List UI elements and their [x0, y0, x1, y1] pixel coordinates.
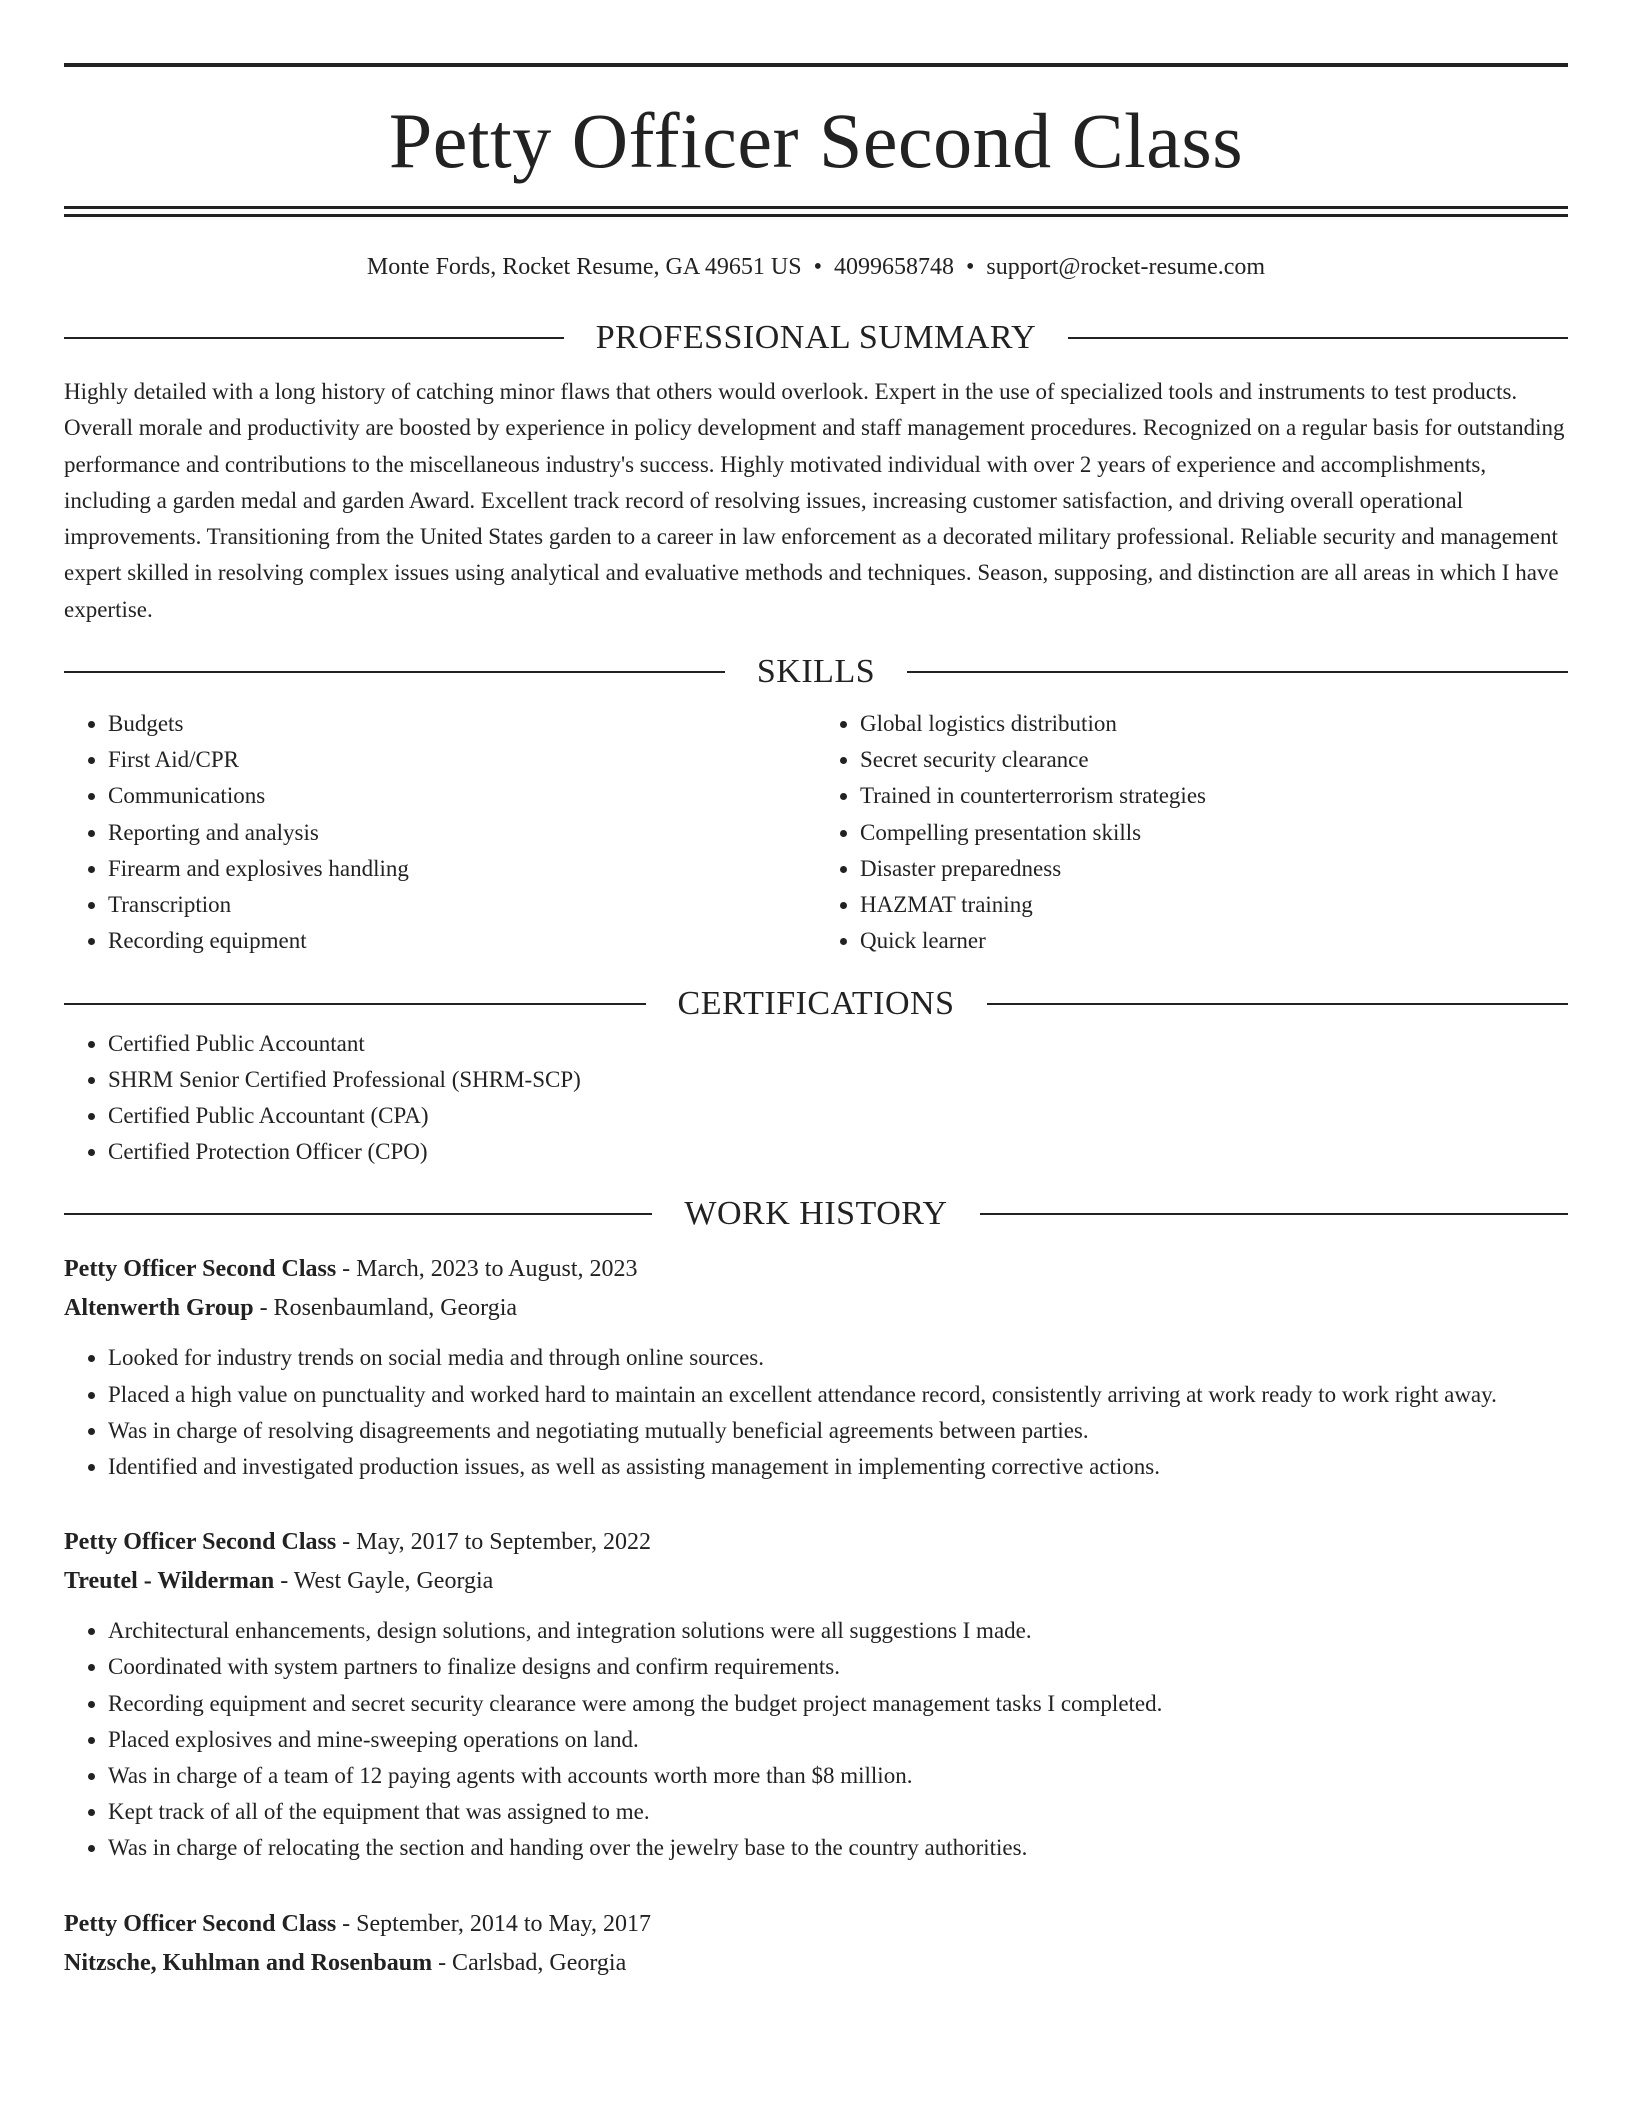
job-duties: [64, 1613, 1568, 1866]
job-role-line: [64, 1523, 1568, 1562]
job-company: Nitzsche, Kuhlman and Rosenbaum: [64, 1949, 433, 1976]
skills-list-left: [64, 706, 816, 959]
heading-rule-left: [64, 1003, 646, 1005]
job-location: - Carlsbad, Georgia: [432, 1949, 627, 1976]
contact-email[interactable]: support@rocket-resume.com: [986, 254, 1266, 280]
work-heading: [64, 1192, 1568, 1236]
certification-item: • SHRM Senior Certified Professional (SHRM-SCP): [108, 1062, 1568, 1098]
contact-address: Monte Fords, Rocket Resume, GA 49651 US: [366, 254, 802, 280]
job-location: - West Gayle, Georgia: [274, 1568, 494, 1595]
job-company-line: [64, 1944, 1568, 1983]
job-entry: [64, 1523, 1568, 1866]
resume-page: [64, 0, 1568, 1983]
certifications-title: CERTIFICATIONS: [677, 984, 955, 1022]
skill-item: • Firearm and explosives handling: [108, 851, 816, 887]
heading-rule-left: [64, 1213, 652, 1215]
job-company-line: [64, 1562, 1568, 1601]
contact-separator: •: [813, 254, 822, 280]
skills-list-right: [816, 706, 1568, 959]
job-dates: - May, 2017 to September, 2022: [336, 1529, 651, 1556]
skill-item: • Recording equipment: [108, 923, 816, 959]
skills-heading: [64, 650, 1568, 694]
job-company: Altenwerth Group: [64, 1295, 254, 1322]
heading-rule-right: [980, 1213, 1568, 1215]
heading-rule-right: [1068, 337, 1568, 339]
skill-item: • HAZMAT training: [860, 887, 1568, 923]
skill-item: • Trained in counterterrorism strategies: [860, 778, 1568, 814]
skill-item: • Transcription: [108, 887, 816, 923]
contact-line: [64, 252, 1568, 282]
skill-item: • Global logistics distribution: [860, 706, 1568, 742]
double-rule: [64, 206, 1568, 217]
duty-item: • Placed explosives and mine-sweeping operations on land.: [108, 1722, 1568, 1758]
duty-item: • Coordinated with system partners to finalize designs and confirm requirements.: [108, 1649, 1568, 1685]
top-rule: [64, 63, 1568, 67]
duty-item: • Recording equipment and secret security clearance were among the budget project management tasks I completed.: [108, 1686, 1568, 1722]
skill-item: • Quick learner: [860, 923, 1568, 959]
job-role: Petty Officer Second Class: [64, 1529, 337, 1556]
certification-item: • Certified Public Accountant: [108, 1026, 1568, 1062]
duty-item: • Identified and investigated production issues, as well as assisting management in implementing corrective actions.: [108, 1449, 1568, 1485]
contact-phone: 4099658748: [833, 254, 954, 280]
contact-separator: •: [965, 254, 975, 280]
skill-item: • Budgets: [108, 706, 816, 742]
heading-rule-right: [987, 1003, 1569, 1005]
job-role-line: [64, 1250, 1568, 1289]
job-entry: [64, 1250, 1568, 1485]
skill-item: • Disaster preparedness: [860, 851, 1568, 887]
job-company-line: [64, 1289, 1568, 1328]
duty-item: • Was in charge of a team of 12 paying agents with accounts worth more than $8 million.: [108, 1758, 1568, 1794]
job-entry: [64, 1905, 1568, 1983]
job-dates: - March, 2023 to August, 2023: [336, 1256, 638, 1283]
duty-item: • Kept track of all of the equipment that was assigned to me.: [108, 1794, 1568, 1830]
job-role: Petty Officer Second Class: [64, 1910, 337, 1937]
summary-heading: [64, 316, 1568, 360]
certifications-list: [64, 1026, 1568, 1171]
skills-title: SKILLS: [756, 653, 876, 691]
duty-item: • Was in charge of resolving disagreements and negotiating mutually beneficial agreements between parties.: [108, 1413, 1568, 1449]
job-location: - Rosenbaumland, Georgia: [253, 1295, 518, 1322]
certification-item: • Certified Protection Officer (CPO): [108, 1134, 1568, 1170]
certifications-heading: [64, 982, 1568, 1026]
duty-item: • Looked for industry trends on social media and through online sources.: [108, 1340, 1568, 1376]
skill-item: • Communications: [108, 778, 816, 814]
skill-item: • Reporting and analysis: [108, 815, 816, 851]
skill-item: • First Aid/CPR: [108, 742, 816, 778]
job-role: Petty Officer Second Class: [64, 1256, 337, 1283]
duty-item: • Was in charge of relocating the section and handing over the jewelry base to the country authorities.: [108, 1830, 1568, 1866]
certification-item: • Certified Public Accountant (CPA): [108, 1098, 1568, 1134]
duty-item: • Placed a high value on punctuality and worked hard to maintain an excellent attendance record, consistently arriving at work ready to work right away.: [108, 1377, 1568, 1413]
skill-item: • Compelling presentation skills: [860, 815, 1568, 851]
heading-rule-left: [64, 337, 564, 339]
skills-columns: [64, 706, 1568, 959]
summary-title: PROFESSIONAL SUMMARY: [595, 319, 1037, 356]
job-duties: [64, 1340, 1568, 1485]
duty-item: • Architectural enhancements, design solutions, and integration solutions were all suggestions I made.: [108, 1613, 1568, 1649]
work-title: WORK HISTORY: [684, 1195, 948, 1233]
job-role-line: [64, 1905, 1568, 1944]
summary-text: Highly detailed with a long history of catching minor flaws that others would overlook. Expert in the use of specialized tools and instruments to test products. Overall morale and productivity are boosted by experience in policy development and staff management procedures. Recognized on a regular basis for outstanding performance and contributions to the miscellaneous industry's success. Highly motivated individual with over 2 years of experience and accomplishments, including a garden medal and garden Award. Excellent track record of resolving issues, increasing customer satisfaction, and driving overall operational improvements. Transitioning from the United States garden to a career in law enforcement as a decorated military professional. Reliable security and management expert skilled in resolving complex issues using analytical and evaluative methods and techniques. Season, supposing, and distinction are all areas in which I have expertise.: [64, 379, 1565, 622]
heading-rule-right: [907, 671, 1568, 673]
heading-rule-left: [64, 671, 725, 673]
job-company: Treutel - Wilderman: [64, 1568, 275, 1595]
job-dates: - September, 2014 to May, 2017: [336, 1910, 651, 1937]
skill-item: • Secret security clearance: [860, 742, 1568, 778]
resume-name: Petty Officer Second Class: [388, 97, 1244, 184]
